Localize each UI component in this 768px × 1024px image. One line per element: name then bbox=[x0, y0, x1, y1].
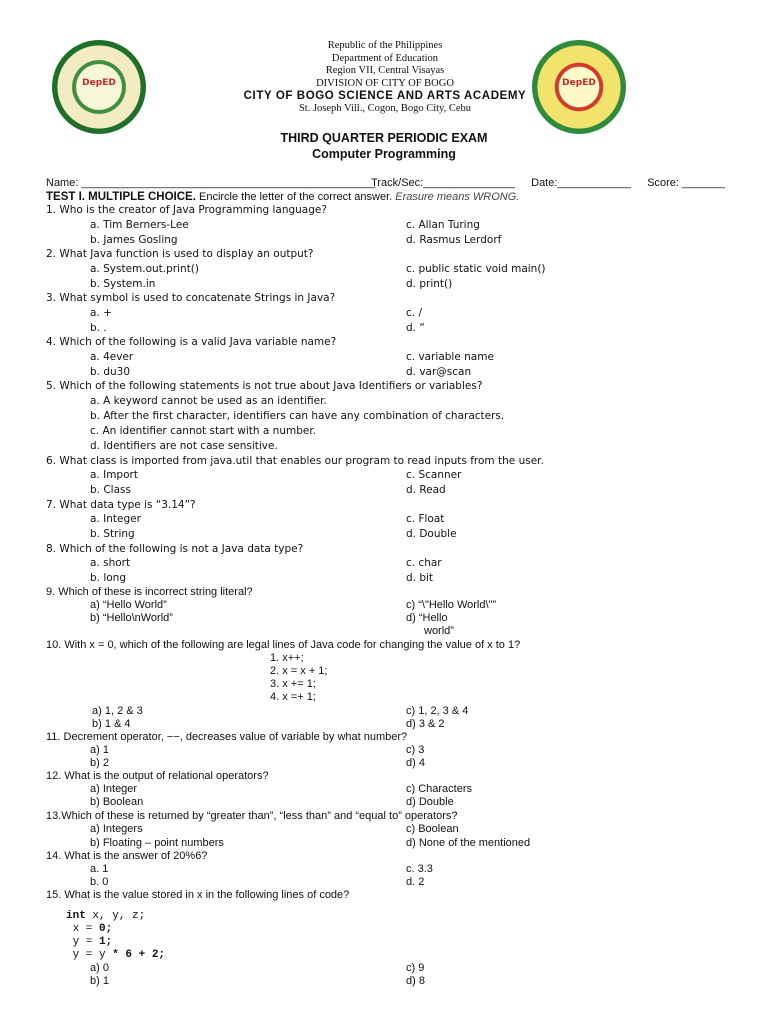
exam-title-block bbox=[0, 130, 768, 162]
question-9: 9. Which of these is incorrect string literal? bbox=[46, 586, 253, 598]
question-12: 12. What is the output of relational operators? bbox=[46, 770, 269, 782]
code-text: y = y bbox=[66, 949, 113, 961]
code-line bbox=[66, 949, 165, 961]
option-c[interactable]: c. An identifier cannot start with a number. bbox=[90, 425, 317, 437]
code-line bbox=[66, 923, 112, 935]
student-info-bar bbox=[46, 177, 736, 189]
option-d[interactable]: d. bit bbox=[406, 572, 434, 584]
option-b[interactable]: b) 1 & 4 bbox=[92, 718, 131, 730]
option-d[interactable]: d. Double bbox=[406, 528, 457, 540]
code-line bbox=[66, 910, 145, 922]
letterhead-region: Region VII, Central Visayas bbox=[325, 65, 445, 76]
option-c[interactable]: c) Characters bbox=[406, 783, 473, 795]
code-text: y = bbox=[66, 936, 100, 948]
score-field[interactable]: Score: _______ bbox=[647, 177, 725, 189]
option-b[interactable]: b) 2 bbox=[90, 757, 109, 769]
option-a[interactable]: a) Integer bbox=[90, 783, 138, 795]
option-a[interactable]: a. Tim Berners-Lee bbox=[90, 219, 189, 231]
code-value: * 6 + 2; bbox=[112, 949, 166, 961]
option-a[interactable]: a. Integer bbox=[90, 513, 141, 525]
option-a[interactable]: a. System.out.print() bbox=[90, 263, 199, 275]
option-d[interactable]: d) None of the mentioned bbox=[406, 837, 531, 849]
option-a[interactable]: a) 1, 2 & 3 bbox=[92, 705, 143, 717]
code-value: 1; bbox=[99, 936, 113, 948]
option-c[interactable]: c. / bbox=[406, 307, 422, 319]
option-c[interactable]: c. variable name bbox=[406, 351, 494, 363]
option-b[interactable]: b. . bbox=[90, 322, 107, 334]
option-d[interactable]: d. Read bbox=[406, 484, 446, 496]
question-11: 11. Decrement operator, −−, decreases value of variable by what number? bbox=[46, 731, 408, 743]
code-text: x = bbox=[66, 923, 100, 935]
name-field[interactable]: Name: ________________________________________________ bbox=[46, 177, 376, 189]
option-a[interactable]: a) 0 bbox=[90, 962, 109, 974]
option-b[interactable]: b) Floating – point numbers bbox=[90, 837, 224, 849]
option-c[interactable]: c) 3 bbox=[406, 744, 425, 756]
option-a[interactable]: a) “Hello World” bbox=[90, 599, 167, 611]
option-b[interactable]: b. Class bbox=[90, 484, 131, 496]
code-text: x, y, z; bbox=[85, 910, 146, 922]
option-c[interactable]: c. Float bbox=[406, 513, 445, 525]
option-b[interactable]: b. du30 bbox=[90, 366, 131, 378]
question-2: 2. What Java function is used to display an output? bbox=[46, 248, 314, 260]
test-note: Erasure means WRONG. bbox=[395, 191, 520, 203]
option-c[interactable]: c. char bbox=[406, 557, 442, 569]
option-d[interactable]: d. 2 bbox=[406, 876, 425, 888]
option-d[interactable]: d) Double bbox=[406, 796, 454, 808]
option-a[interactable]: a. 4ever bbox=[90, 351, 134, 363]
question-3: 3. What symbol is used to concatenate Strings in Java? bbox=[46, 292, 336, 304]
option-a[interactable]: a) 1 bbox=[90, 744, 109, 756]
option-c[interactable]: c) Boolean bbox=[406, 823, 459, 835]
letterhead-address: St. Joseph Vill., Cogon, Bogo City, Cebu bbox=[298, 102, 472, 114]
question-15: 15. What is the value stored in x in the following lines of code? bbox=[46, 889, 350, 901]
question-1: 1. Who is the creator of Java Programming language? bbox=[46, 204, 327, 216]
deped-division-seal bbox=[52, 40, 146, 134]
seal-text: DepED bbox=[82, 78, 116, 88]
option-d[interactable]: d. Identifiers are not case sensitive. bbox=[90, 440, 278, 452]
option-d[interactable]: d) 8 bbox=[406, 975, 425, 987]
option-d[interactable]: d. var@scan bbox=[406, 366, 472, 378]
code-value: 0; bbox=[99, 923, 113, 935]
option-a[interactable]: a. 1 bbox=[90, 863, 109, 875]
option-b[interactable]: b. System.in bbox=[90, 278, 156, 290]
track-field[interactable]: Track/Sec:_______________ bbox=[371, 177, 515, 189]
question-13: 13.Which of these is returned by “greater than”, “less than” and “equal to” operators? bbox=[46, 810, 458, 822]
test-header bbox=[46, 191, 519, 203]
question-14: 14. What is the answer of 20%6? bbox=[46, 850, 208, 862]
option-a[interactable]: a. A keyword cannot be used as an identifier. bbox=[90, 395, 327, 407]
option-d[interactable]: d) “Hello bbox=[406, 612, 448, 624]
option-b[interactable]: b. James Gosling bbox=[90, 234, 178, 246]
letterhead-country: Republic of the Philippines bbox=[327, 40, 443, 51]
option-b[interactable]: b. String bbox=[90, 528, 135, 540]
option-b[interactable]: b) 1 bbox=[90, 975, 109, 987]
option-c[interactable]: c. Allan Turing bbox=[406, 219, 480, 231]
code-line: 1. x++; bbox=[270, 652, 304, 664]
option-c[interactable]: c. public static void main() bbox=[406, 263, 546, 275]
option-c[interactable]: c) 1, 2, 3 & 4 bbox=[406, 705, 469, 717]
seal-text: DepED bbox=[562, 78, 596, 88]
letterhead-department: Department of Education bbox=[331, 52, 439, 64]
option-b[interactable]: b. long bbox=[90, 572, 127, 584]
option-c[interactable]: c) “\"Hello World\"” bbox=[406, 599, 497, 611]
question-4: 4. Which of the following is a valid Java variable name? bbox=[46, 336, 337, 348]
letterhead-division: DIVISION OF CITY OF BOGO bbox=[316, 77, 454, 89]
letterhead bbox=[190, 40, 580, 115]
option-c[interactable]: c. Scanner bbox=[406, 469, 462, 481]
code-line: 2. x = x + 1; bbox=[270, 665, 328, 677]
option-d[interactable]: d. “ bbox=[406, 322, 425, 334]
test-label: TEST I. MULTIPLE CHOICE. bbox=[46, 191, 196, 203]
option-b[interactable]: b. After the first character, identifiers can have any combination of characters. bbox=[90, 410, 505, 422]
option-a[interactable]: a. short bbox=[90, 557, 131, 569]
letterhead-school: CITY OF BOGO SCIENCE AND ARTS ACADEMY bbox=[243, 90, 527, 102]
option-c[interactable]: c) 9 bbox=[406, 962, 425, 974]
option-d[interactable]: d. print() bbox=[406, 278, 453, 290]
question-6: 6. What class is imported from java.util that enables our program to read inputs from the user. bbox=[46, 455, 544, 467]
option-d[interactable]: d. Rasmus Lerdorf bbox=[406, 234, 502, 246]
test-instruction: Encircle the letter of the correct answer. bbox=[195, 191, 396, 203]
exam-title: THIRD QUARTER PERIODIC EXAM bbox=[280, 131, 488, 145]
option-d[interactable]: d) 4 bbox=[406, 757, 425, 769]
question-8: 8. Which of the following is not a Java data type? bbox=[46, 543, 304, 555]
date-field[interactable]: Date:____________ bbox=[531, 177, 631, 189]
option-b[interactable]: b) “Hello\nWorld” bbox=[90, 612, 173, 624]
option-b[interactable]: b. 0 bbox=[90, 876, 109, 888]
option-d[interactable]: d) 3 & 2 bbox=[406, 718, 445, 730]
option-a[interactable]: a. Import bbox=[90, 469, 138, 481]
option-a[interactable]: a) Integers bbox=[90, 823, 143, 835]
option-b[interactable]: b) Boolean bbox=[90, 796, 144, 808]
option-d-continued: world” bbox=[424, 625, 454, 637]
code-line: 3. x += 1; bbox=[270, 678, 316, 690]
option-c[interactable]: c. 3.3 bbox=[406, 863, 433, 875]
question-5: 5. Which of the following statements is not true about Java Identifiers or variables? bbox=[46, 380, 483, 392]
option-a[interactable]: a. + bbox=[90, 307, 112, 319]
code-keyword: int bbox=[66, 910, 86, 922]
exam-subject: Computer Programming bbox=[312, 147, 456, 161]
code-line: 4. x =+ 1; bbox=[270, 691, 316, 703]
code-line bbox=[66, 936, 112, 948]
question-7: 7. What data type is “3.14”? bbox=[46, 499, 196, 511]
question-10: 10. With x = 0, which of the following are legal lines of Java code for changing the value of x to 1? bbox=[46, 639, 521, 651]
